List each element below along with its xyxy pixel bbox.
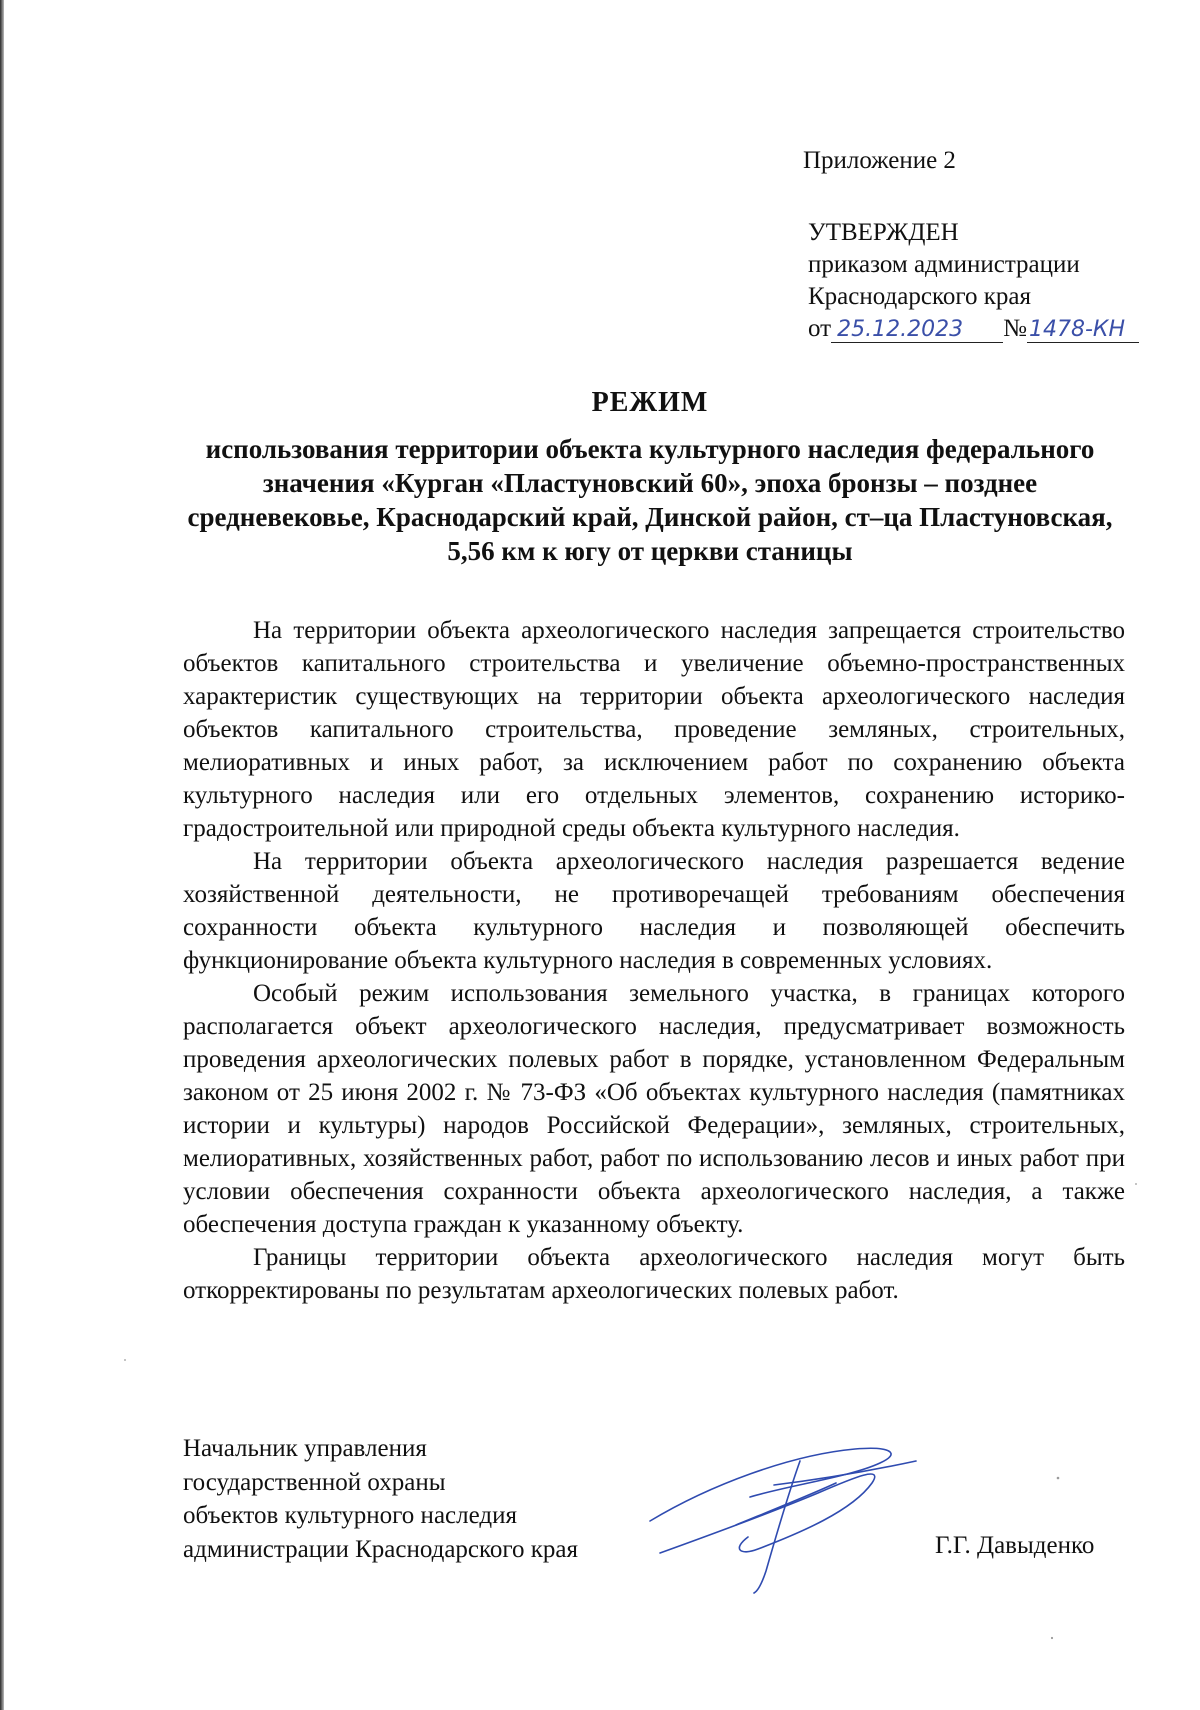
approval-date-number-line — [808, 313, 1139, 345]
body-paragraph-2: На территории объекта археологического наследия разрешается ведение хозяйственной деятельности, не противоречащей требованиям обеспечения сохранности объекта культурного наследия и позволяющей обеспечить функционирование объекта культурного наследия в современных условиях. — [183, 848, 1125, 974]
body-paragraph-3: Особый режим использования земельного участка, в границах которого располагается объект археологического наследия, предусматривает возможность проведения археологических полевых работ в порядке, установленном Федеральным законом от 25 июня 2002 г. № 73-ФЗ «Об объектах культурного наследия (памятниках истории и культуры) народов Российской Федерации», земляных, строительных, мелиоративных, хозяйственных работ, работ по использованию лесов и иных работ при условии обеспечения сохранности объекта археологического наследия, а также обеспечения доступа граждан к указанному объекту. — [183, 980, 1125, 1238]
document-title — [175, 386, 1125, 568]
position-line-2: государственной охраны — [183, 1468, 446, 1496]
approval-line-2: Краснодарского края — [808, 283, 1031, 310]
handwritten-number: 1478-КН — [1027, 318, 1139, 343]
body-paragraph-1: На территории объекта археологического наследия запрещается строительство объектов капитального строительства и увеличение объемно-пространственных характеристик существующих на территории объекта археологического наследия объектов капитального строительства, проведение земляных, строительных, мелиоративных и иных работ, за исключением работ по сохранению объекта культурного наследия или его отдельных элементов, сохранению историко-градостроительной или природной среды объекта культурного наследия. — [183, 617, 1125, 842]
approval-stamp-block — [808, 217, 1139, 345]
position-line-3: объектов культурного наследия — [183, 1502, 517, 1529]
number-prefix: № — [1003, 315, 1027, 342]
body-paragraph-4: Границы территории объекта археологического наследия могут быть откорректированы по результатам археологических полевых работ. — [183, 1244, 1125, 1304]
title-main: РЕЖИМ — [591, 387, 709, 418]
approval-line-1: приказом администрации — [808, 251, 1080, 278]
date-prefix: от — [808, 315, 832, 342]
signatory-name: Г.Г. Давыденко — [935, 1532, 1095, 1559]
document-body — [183, 614, 1125, 1307]
signatory-position — [183, 1432, 578, 1566]
approval-heading: УТВЕРЖДЕН — [808, 219, 959, 246]
position-line-4: администрации Краснодарского края — [183, 1535, 579, 1563]
appendix-label: Приложение 2 — [803, 147, 956, 174]
handwritten-date: 25.12.2023 — [831, 318, 1003, 343]
handwritten-signature — [640, 1425, 920, 1595]
position-line-1: Начальник управления — [183, 1435, 427, 1462]
scan-edge-shadow — [0, 0, 4, 1710]
title-subtitle: использования территории объекта культурного наследия федерального значения «Курган «Пластуновский 60», эпоха бронзы – позднее средневековье, Краснодарский край, Динской район, ст–ца Пластуновская, 5,56 км к югу от церкви станицы — [187, 434, 1113, 566]
